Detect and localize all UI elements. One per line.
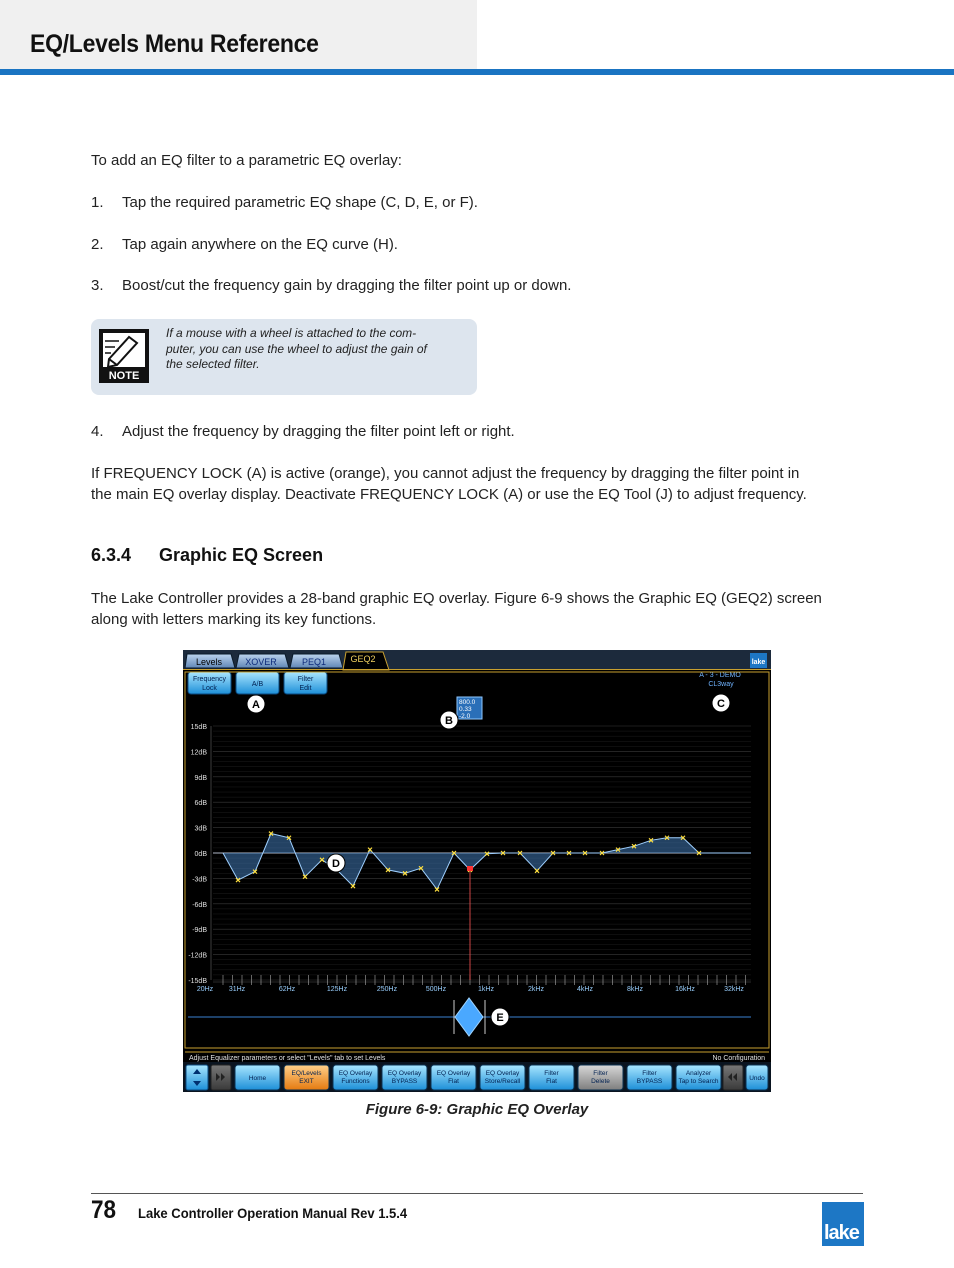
button-label: Frequency xyxy=(192,676,227,683)
section-title: Graphic EQ Screen xyxy=(159,545,324,565)
button-label: Undo xyxy=(749,1075,765,1082)
button-label: Delete xyxy=(591,1078,610,1085)
button-label: Flat xyxy=(546,1078,557,1085)
note-label: NOTE xyxy=(108,370,140,382)
marker-label: E xyxy=(496,1012,504,1024)
button-label: EQ Overlay xyxy=(436,1070,471,1077)
tab-label: XOVER xyxy=(245,657,277,667)
note-line: the selected filter. xyxy=(166,357,260,371)
y-tick-label: 0dB xyxy=(194,851,207,858)
step-text: Boost/cut the frequency gain by dragging the filter point up or down. xyxy=(122,277,572,294)
scroll-up-button[interactable] xyxy=(186,1065,208,1090)
section-heading xyxy=(91,545,323,566)
y-tick-label: -12dB xyxy=(188,952,207,960)
button-label: EQ/Levels xyxy=(291,1070,322,1077)
config-name: CL3way xyxy=(708,681,734,688)
marker-label: B xyxy=(445,715,453,727)
ab-button[interactable] xyxy=(236,672,279,694)
y-tick-label: 12dB xyxy=(190,749,207,757)
tab-levels[interactable] xyxy=(185,654,235,668)
tab-peq1[interactable] xyxy=(290,654,343,668)
step-number: 2. xyxy=(91,236,104,253)
x-axis-labels xyxy=(197,986,745,993)
tab-xover[interactable] xyxy=(236,654,289,668)
rewind-button[interactable] xyxy=(723,1065,743,1090)
eq-fill xyxy=(223,834,751,890)
step-text: Adjust the frequency by dragging the filter point left or right. xyxy=(122,423,515,440)
nav-forward-button[interactable] xyxy=(211,1065,231,1090)
button-label: Filter xyxy=(544,1070,559,1077)
marker-a xyxy=(247,695,265,713)
marker-c xyxy=(712,694,730,712)
intro-text: To add an EQ filter to a parametric EQ overlay: xyxy=(91,152,402,169)
header-rule xyxy=(0,69,954,75)
button-label: Analyzer xyxy=(685,1070,712,1077)
toolbar-button[interactable] xyxy=(676,1065,721,1090)
note-box xyxy=(91,319,477,395)
note-line: puter, you can use the wheel to adjust the gain of xyxy=(166,341,427,356)
bottom-toolbar xyxy=(235,1065,768,1090)
step-number: 3. xyxy=(91,277,104,294)
y-tick-label: -9dB xyxy=(192,927,207,935)
button-label: EXIT xyxy=(299,1078,314,1085)
button-label: Filter xyxy=(642,1070,657,1077)
eq-curve[interactable] xyxy=(223,832,751,892)
marker-label: D xyxy=(332,858,340,870)
figure-caption: Figure 6-9: Graphic EQ Overlay xyxy=(365,1101,589,1118)
x-tick-label: 500Hz xyxy=(425,986,447,993)
marker-label: C xyxy=(717,698,725,710)
filter-shape-e[interactable] xyxy=(455,998,483,1036)
toolbar-button[interactable] xyxy=(480,1065,525,1090)
lake-logo xyxy=(822,1202,864,1246)
button-label: EQ Overlay xyxy=(485,1070,520,1077)
toolbar-button[interactable] xyxy=(627,1065,672,1090)
y-tick-label: 6dB xyxy=(194,800,207,808)
tab-label: PEQ1 xyxy=(301,657,327,667)
toolbar-button[interactable] xyxy=(284,1065,329,1090)
freq-lock-paragraph xyxy=(91,463,881,505)
step-number: 4. xyxy=(91,423,104,440)
y-tick-label: 9dB xyxy=(194,774,207,782)
readout-line: 800.0 xyxy=(459,699,476,706)
x-tick-label: 250Hz xyxy=(376,986,398,993)
button-label: Functions xyxy=(341,1078,370,1085)
geq-screen xyxy=(183,650,771,1092)
readout-line: -2.0 xyxy=(459,713,471,720)
x-tick-label: 8kHz xyxy=(627,986,643,993)
lake-logo-text: lake xyxy=(824,1222,859,1244)
toolbar-button[interactable] xyxy=(529,1065,574,1090)
geq-screenshot xyxy=(183,650,771,1092)
marker-label: A xyxy=(252,699,260,711)
paragraph-line: the main EQ overlay display. Deactivate FREQUENCY LOCK (A) or use the EQ Tool (J) to adjust frequency. xyxy=(91,486,807,503)
tab-label: Levels xyxy=(195,657,223,667)
toolbar-button[interactable] xyxy=(431,1065,476,1090)
filter-edit-button[interactable] xyxy=(284,672,327,694)
tab-geq2[interactable] xyxy=(343,652,389,670)
paragraph-line: along with letters marking its key functions. xyxy=(91,611,377,628)
button-label: Flat xyxy=(448,1078,459,1085)
x-tick-label: 62Hz xyxy=(278,986,296,993)
marker-d xyxy=(327,854,345,872)
section-paragraph xyxy=(91,588,881,630)
button-label: Tap to Search xyxy=(678,1078,719,1085)
selected-filter-point[interactable] xyxy=(467,866,473,871)
page-number: 78 xyxy=(91,1196,117,1224)
note-text xyxy=(166,326,466,373)
step-number: 1. xyxy=(91,194,104,211)
footer-title: Lake Controller Operation Manual Rev 1.5.4 xyxy=(138,1205,408,1221)
x-tick-label: 20Hz xyxy=(196,986,214,993)
module-name: A - 3 - DEMO xyxy=(699,672,741,679)
x-tick-label: 31Hz xyxy=(228,986,246,993)
toolbar-button[interactable] xyxy=(746,1065,768,1090)
x-tick-label: 16kHz xyxy=(675,986,695,993)
step-text: Tap again anywhere on the EQ curve (H). xyxy=(122,236,398,253)
paragraph-line: The Lake Controller provides a 28-band graphic EQ overlay. Figure 6-9 shows the Graphic EQ (GEQ2) screen xyxy=(91,590,822,607)
button-label: Home xyxy=(248,1075,267,1082)
marker-e xyxy=(491,1008,509,1026)
toolbar-button[interactable] xyxy=(235,1065,280,1090)
x-tick-label: 32kHz xyxy=(724,986,744,993)
tab-label: GEQ2 xyxy=(350,654,376,664)
readout-line: 0.33 xyxy=(459,706,472,713)
button-label: Store/Recall xyxy=(484,1078,521,1085)
button-label: Lock xyxy=(202,685,217,692)
y-axis-labels xyxy=(188,724,207,985)
frequency-lock-button[interactable] xyxy=(188,672,231,694)
logo-text: lake xyxy=(751,659,766,666)
status-right: No Configuration xyxy=(712,1055,765,1062)
x-tick-label: 4kHz xyxy=(577,986,593,993)
y-tick-label: -6dB xyxy=(192,901,207,909)
toolbar-button[interactable] xyxy=(333,1065,378,1090)
note-pencil-icon xyxy=(99,329,149,383)
marker-b xyxy=(440,711,458,729)
lake-logo-screen xyxy=(750,653,767,668)
x-tick-label: 2kHz xyxy=(528,986,544,993)
button-label: EQ Overlay xyxy=(338,1070,373,1077)
x-tick-label: 125Hz xyxy=(326,986,348,993)
button-label: BYPASS xyxy=(636,1078,663,1085)
y-tick-label: 15dB xyxy=(190,724,207,731)
button-label: Edit xyxy=(299,685,312,692)
button-label: EQ Overlay xyxy=(387,1070,422,1077)
status-left: Adjust Equalizer parameters or select "Levels" tab to set Levels xyxy=(189,1055,386,1062)
button-label: Filter xyxy=(593,1070,608,1077)
x-tick-label: 1kHz xyxy=(478,986,494,993)
y-tick-label: 3dB xyxy=(194,825,207,833)
y-tick-label: -3dB xyxy=(192,876,207,884)
button-label: Filter xyxy=(297,676,314,683)
section-number: 6.3.4 xyxy=(91,545,132,565)
page-title: EQ/Levels Menu Reference xyxy=(30,30,319,58)
button-label: BYPASS xyxy=(391,1078,418,1085)
toolbar-button[interactable] xyxy=(382,1065,427,1090)
button-label: A/B xyxy=(251,681,264,688)
footer-rule xyxy=(91,1193,863,1194)
frequency-readout xyxy=(457,697,482,720)
toolbar-button[interactable] xyxy=(578,1065,623,1090)
note-line: If a mouse with a wheel is attached to the com- xyxy=(166,326,417,340)
step-text: Tap the required parametric EQ shape (C, D, E, or F). xyxy=(122,194,478,211)
y-tick-label: -15dB xyxy=(188,978,207,985)
paragraph-line: If FREQUENCY LOCK (A) is active (orange), you cannot adjust the frequency by dragging the filter point in xyxy=(91,465,800,482)
